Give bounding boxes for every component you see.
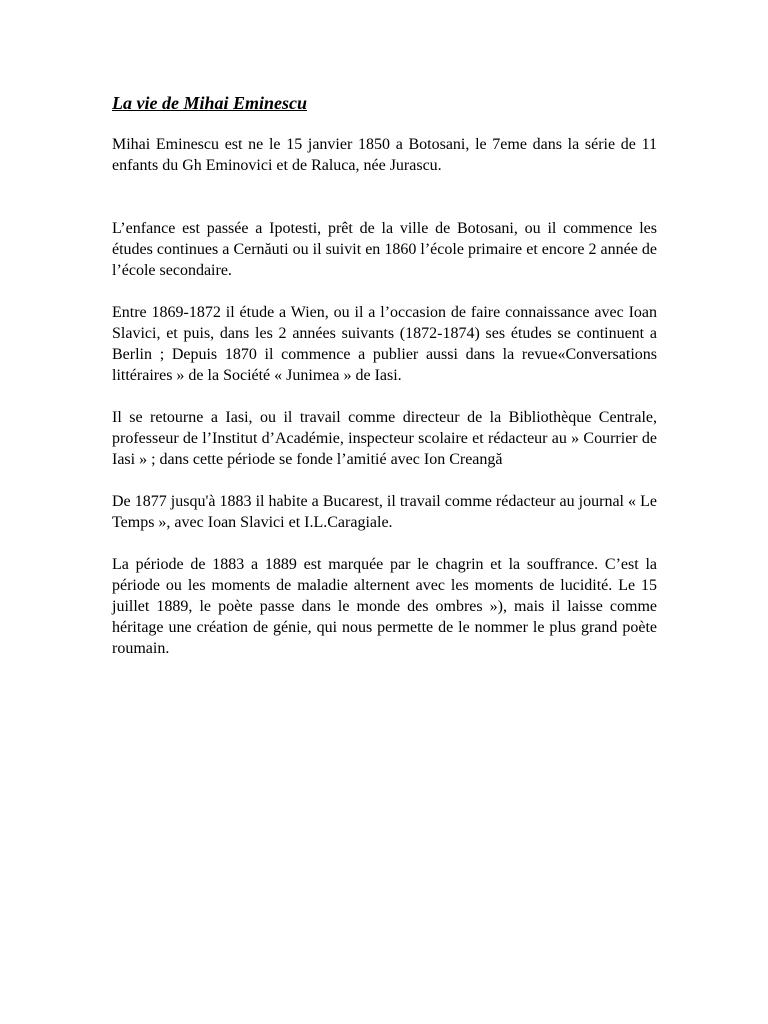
paragraph-childhood: L’enfance est passée a Ipotesti, prêt de la ville de Botosani, ou il commence les études continues a Cernăuti ou il suivit en 1860 l’école primaire et encore 2 année de l’école secondaire.: [112, 220, 657, 279]
document-page: [112, 92, 657, 659]
paragraph-last-years: La période de 1883 a 1889 est marquée par le chagrin et la souffrance. C’est la période ou les moments de maladie alternent avec les moments de lucidité. Le 15 juillet 1889, le poète passe dans le monde des ombres »), mais il laisse comme héritage une création de génie, qui nous permette de le nommer le plus grand poète roumain.: [112, 556, 657, 657]
paragraph-studies: Entre 1869-1872 il étude a Wien, ou il a l’occasion de faire connaissance avec Ioan Slavici, et puis, dans les 2 années suivants (1872-1874) ses études se continuent a Berlin ; Depuis 1870 il commence a publier aussi dans la revue«Conversations littéraires » de la Société « Junimea » de Iasi.: [112, 304, 657, 384]
paragraph-birth: Mihai Eminescu est ne le 15 janvier 1850 a Botosani, le 7eme dans la série de 11 enfants du Gh Eminovici et de Raluca, née Jurascu.: [112, 136, 657, 174]
document-title: La vie de Mihai Eminescu: [112, 93, 307, 113]
paragraph-iasi: Il se retourne a Iasi, ou il travail comme directeur de la Bibliothèque Centrale, professeur de l’Institut d’Académie, inspecteur scolaire et rédacteur au » Courrier de Iasi » ; dans cette période se fonde l’amitié avec Ion Creangă: [112, 409, 657, 468]
paragraph-bucarest: De 1877 jusqu'à 1883 il habite a Bucarest, il travail comme rédacteur au journal « Le Temps », avec Ioan Slavici et I.L.Caragiale.: [112, 493, 657, 531]
